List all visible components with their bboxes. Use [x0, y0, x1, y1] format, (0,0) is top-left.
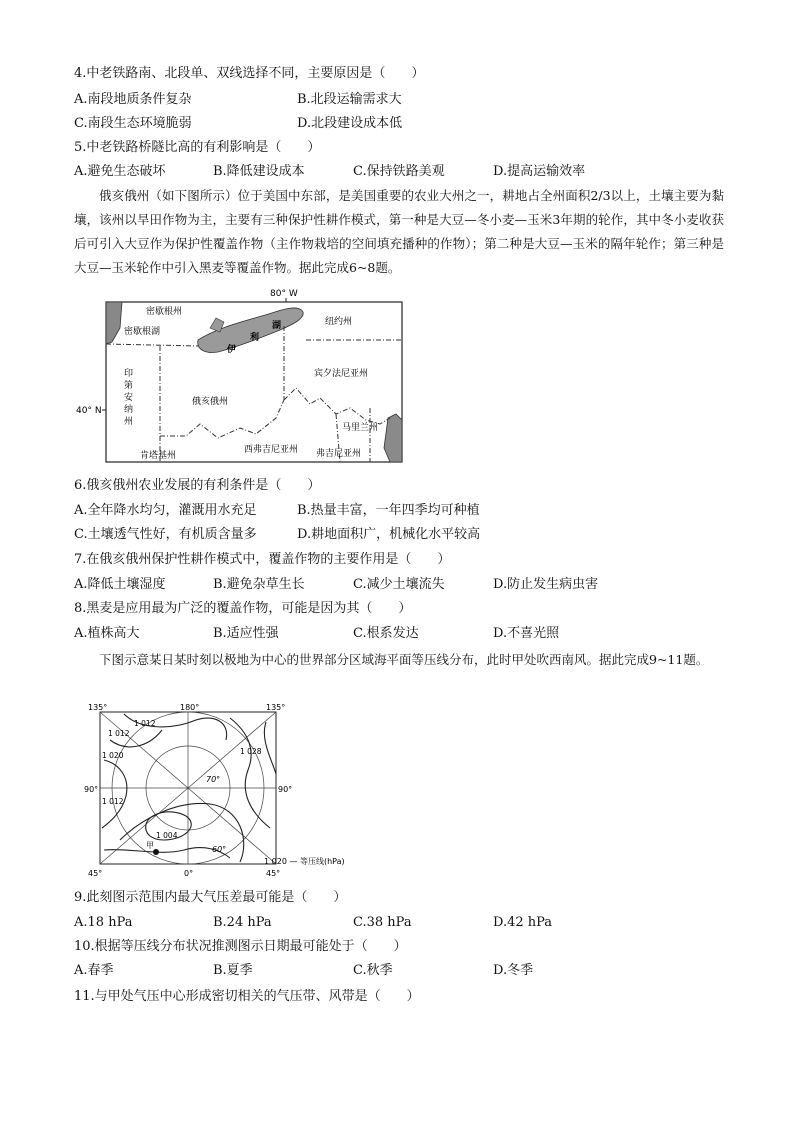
q5-option-a: A.避免生态破坏: [74, 164, 166, 179]
label-indiana-4: 纳: [124, 405, 134, 415]
deg-right: 90°: [278, 785, 293, 794]
label-new-york: 纽约州: [325, 317, 353, 327]
label-indiana-3: 安: [124, 393, 134, 403]
label-erie-1: 伊: [227, 345, 237, 355]
ohio-map: [76, 288, 410, 466]
lon-label: 80° W: [270, 289, 298, 299]
q6-option-c: C.土壤透气性好，有机质含量多: [74, 527, 257, 542]
q6-option-a: A.全年降水均匀，灌溉用水充足: [74, 503, 257, 518]
deg-bottom-left: 45°: [88, 869, 103, 878]
q10-option-d: D.冬季: [493, 963, 534, 978]
deg-top-left: 135°: [88, 703, 108, 712]
deg-left: 90°: [84, 785, 99, 794]
label-jia: 甲: [146, 841, 154, 850]
label-indiana-2: 第: [124, 381, 134, 391]
legend-isobar: 1 020 — 等压线(hPa): [264, 857, 345, 866]
lat-60: 60°: [212, 845, 227, 854]
q4-option-d: D.北段建设成本低: [297, 116, 403, 131]
isobar-value-3: 1 020: [102, 751, 124, 760]
q5-option-c: C.保持铁路美观: [353, 164, 445, 179]
isobar-value-2: 1 012: [108, 729, 130, 738]
q10-stem: 10.根据等压线分布状况推测图示日期最可能处于（ ）: [74, 939, 407, 954]
label-west-virginia: 西弗吉尼亚州: [244, 445, 299, 455]
q8-option-a: A.植株高大: [74, 626, 140, 641]
isobar-value-6: 1 004: [156, 831, 178, 840]
q4-option-b: B.北段运输需求大: [297, 92, 402, 107]
q5-option-b: B.降低建设成本: [213, 164, 305, 179]
lat-label: 40° N: [76, 406, 102, 416]
label-erie-2: 利: [250, 333, 260, 343]
label-indiana-5: 州: [124, 417, 134, 427]
q8-option-c: C.根系发达: [353, 626, 419, 641]
q9-stem: 9.此刻图示范围内最大气压差最可能是（ ）: [74, 890, 347, 905]
label-erie-3: 湖: [272, 321, 282, 331]
passage-ohio: 俄亥俄州（如下图所示）位于美国中东部，是美国重要的农业大州之一，耕地占全州面积2/3以上，土壤主要为黏壤，该州以旱田作物为主，主要有三种保护性耕作模式，第一种是大豆—冬小麦—玉米3年期的轮作，其中冬小麦收获后可引入大豆作为保护性覆盖作物（主作物栽培的空间填充播种的作物）；第二种是大豆—玉米的隔年轮作；第三种是大豆—玉米轮作中引入黑麦等覆盖作物。据此完成6~8题。: [74, 188, 724, 275]
q5-option-d: D.提高运输效率: [493, 164, 586, 179]
q7-stem: 7.在俄亥俄州保护性耕作模式中，覆盖作物的主要作用是（ ）: [74, 552, 451, 567]
q8-option-b: B.适应性强: [213, 626, 279, 641]
deg-top-right: 135°: [266, 703, 286, 712]
isobar-value-5: 1 028: [240, 747, 262, 756]
q5-stem: 5.中老铁路桥隧比高的有利影响是（ ）: [74, 140, 321, 155]
label-pennsylvania: 宾夕法尼亚州: [314, 369, 369, 379]
passage-isobar: 下图示意某日某时刻以极地为中心的世界部分区域海平面等压线分布，此时甲处吹西南风。据此完成9~11题。: [99, 652, 709, 667]
lat-70: 70°: [206, 775, 221, 784]
q8-stem: 8.黑麦是应用最为广泛的覆盖作物，可能是因为其（ ）: [74, 601, 412, 616]
q10-option-c: C.秋季: [353, 963, 393, 978]
deg-top-center: 180°: [180, 703, 200, 712]
label-kentucky: 肯塔基州: [140, 451, 177, 461]
q6-option-d: D.耕地面积广，机械化水平较高: [297, 527, 481, 542]
label-michigan-lake: 密歇根湖: [124, 327, 161, 337]
label-maryland: 马里兰州: [342, 423, 379, 433]
q9-option-c: C.38 hPa: [353, 915, 412, 930]
q9-option-b: B.24 hPa: [213, 915, 272, 930]
q7-option-a: A.降低土壤湿度: [74, 577, 166, 592]
deg-bottom-right: 45°: [266, 869, 281, 878]
deg-bottom-center: 0°: [184, 869, 194, 878]
q9-option-a: A.18 hPa: [74, 915, 133, 930]
isobar-map: [80, 700, 370, 880]
isobar-value-1: 1 012: [134, 719, 156, 728]
q11-stem: 11.与甲处气压中心形成密切相关的气压带、风带是（ ）: [74, 989, 420, 1004]
q7-option-c: C.减少土壤流失: [353, 577, 445, 592]
q7-option-b: B.避免杂草生长: [213, 577, 305, 592]
q4-stem: 4.中老铁路南、北段单、双线选择不同，主要原因是（ ）: [74, 66, 425, 81]
q7-option-d: D.防止发生病虫害: [493, 577, 599, 592]
label-indiana-1: 印: [124, 369, 134, 379]
q8-option-d: D.不喜光照: [493, 626, 560, 641]
q6-option-b: B.热量丰富，一年四季均可种植: [297, 503, 480, 518]
label-michigan-state: 密歇根州: [146, 307, 183, 317]
q9-option-d: D.42 hPa: [493, 915, 553, 930]
q10-option-a: A.春季: [74, 963, 114, 978]
q4-option-a: A.南段地质条件复杂: [74, 92, 192, 107]
isobar-value-4: 1 012: [102, 797, 124, 806]
label-ohio: 俄亥俄州: [192, 397, 229, 407]
q6-stem: 6.俄亥俄州农业发展的有利条件是（ ）: [74, 478, 321, 493]
q10-option-b: B.夏季: [213, 963, 253, 978]
label-virginia: 弗吉尼亚州: [316, 449, 362, 459]
q4-option-c: C.南段生态环境脆弱: [74, 116, 192, 131]
